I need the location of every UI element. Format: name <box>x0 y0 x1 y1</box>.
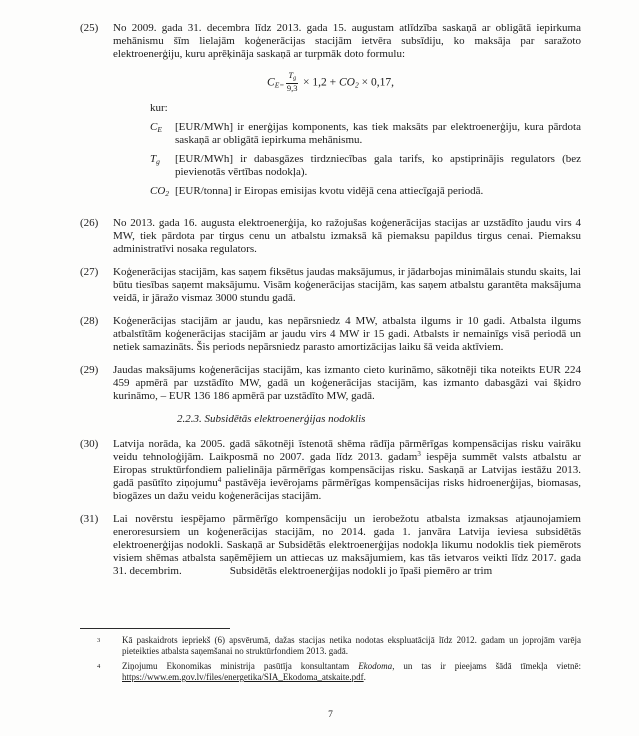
paragraph-number: (31) <box>80 513 99 526</box>
paragraph-text: Latvija norāda, ka 2005. gadā sākotnēji īstenotā shēma rādīja pārmērīgas kompensācijas risku vairāku veidu tehnoloģijām. Laikposmā no 2007. gada līdz 2013. gadam$^3$ iespēja summēt valsts atbalstu ar Eiropas struktūrfondiem palielināja pārmērīgas kompensācijas risku. Saskaņā ar Latvijas iestāžu 2013. gadā pasūtīto ziņojumu$^4$ pastāvēja ievērojams pārmērīgas kompensācijas risks hidroenerģijas, biomasas, biogāzes un dažu veidu koģenerācijas stacijām. <box>113 438 581 503</box>
paragraph-31 <box>80 513 581 578</box>
where-label: kur: <box>150 102 168 115</box>
paragraph-26 <box>80 217 581 256</box>
footnote-number: 3 <box>97 637 101 644</box>
section-title: Subsidētās elektroenerģijas nodoklis <box>204 413 366 426</box>
definition-tg <box>150 153 581 179</box>
paragraph-text: Lai novērstu iespējamo pārmērīgo kompensāciju un ierobežotu atbalsta izmaksas atjaunojamiem eneroresursiem un koģenerācijas stacijām, no 2014. gada 1. janvāra Latvija ieviesa subsidētās elektroenerģijas nodokli. Saskaņā ar Subsidētās elektroenerģijas nodokļa likumu nodoklis tiek piemērots visiem shēmas atbalsta saņēmējiem un attiecas uz maksājumiem, kas tās ietvaros veikti līdz 2017. gada 31. decembrim. Subsidētās elektroenerģijas nodokli jo īpaši piemēro ar trim <box>113 513 581 578</box>
paragraph-27 <box>80 266 581 305</box>
paragraph-25 <box>80 22 581 61</box>
definition-co2 <box>150 185 581 200</box>
footnote-separator <box>80 628 230 629</box>
paragraph-text: Koģenerācijas stacijām, kas saņem fiksētus jaudas maksājumus, ir jādarbojas minimālais stundu skaits, lai būtu tiesības saņemt maksājumu. Visām koģenerācijas stacijām, kas saņem atbalstu garantēta maksājuma veidā, ir jāražo vismaz 3000 stundu gadā. <box>113 266 581 305</box>
definition-ce <box>150 121 581 147</box>
report-link[interactable]: https://www.em.gov.lv/files/energetika/SIA_Ekodoma_atskaite.pdf <box>122 672 364 682</box>
paragraph-number: (27) <box>80 266 99 279</box>
fraction-numerator: $T_g$ <box>286 71 298 84</box>
formula-variable-ce: C <box>267 76 275 89</box>
formula-subscript: E= <box>274 80 285 90</box>
paragraph-number: (26) <box>80 217 99 230</box>
formula-operator: × 1,2 + <box>302 76 337 89</box>
definition-symbol: $T_g$ <box>150 153 160 167</box>
formula-variable-co2: CO <box>338 76 355 89</box>
paragraph-28 <box>80 315 581 354</box>
footnote-3 <box>80 635 581 657</box>
footnote-text: Kā paskaidrots iepriekš (6) apsvērumā, dažas stacijas netika nodotas ekspluatācijā līdz 2012. gadam un joprojām varēja pieteikties atbalsta saņemšanai no struktūrfondiem 2013. gadā. <box>122 635 581 656</box>
paragraph-29 <box>80 364 581 403</box>
paragraph-number: (25) <box>80 22 99 34</box>
consultant-name: Ekodoma <box>358 661 393 671</box>
footnotes-section <box>80 628 581 687</box>
footnote-reference-4: 4 <box>217 476 222 485</box>
paragraph-number: (28) <box>80 315 99 328</box>
definition-text: [EUR/MWh] ir dabasgāzes tirdzniecības gala tarifs, ko apstiprinājis regulators (bez pievienotās vērtības nodokļa). <box>175 153 581 179</box>
paragraph-text: Jaudas maksājums koģenerācijas stacijām, kas izmanto cieto kurināmo, sākotnēji tika noteikts EUR 224 459 apmērā par uzstādīto MW, gadā un koģenerācijas stacijām, kas izmanto dabasgāzi vai šķidro kurināmo, – EUR 136 186 apmērā par uzstādīto MW, gadā. <box>113 364 581 403</box>
formula-tail: × 0,17, <box>361 76 394 89</box>
paragraph-text: No 2013. gada 16. augusta elektroenerģija, ko ražojušas koģenerācijas stacijas ar uzstādīto jaudu virs 4 MW, tiek pārdota par tirgus cenu un atbalstu izmaksā kā piemaksu papildus tirgus cenai. Piemaksu administratīvi nosaka regulators. <box>113 217 581 256</box>
page-number: 7 <box>328 710 333 720</box>
section-number: 2.2.3. <box>177 413 202 426</box>
paragraph-number: (29) <box>80 364 99 377</box>
paragraph-number: (30) <box>80 438 99 451</box>
paragraph-text: Koģenerācijas stacijām ar jaudu, kas nepārsniedz 4 MW, atbalsta ilgums ir 10 gadi. Atbalsta ilgums atbalstītām koģenerācijas stacijām ar jaudu virs 4 MW ir 15 gadi. Atbalsts ir nemainīgs visā periodā un netiek samazināts. Šis periods nepārsniedz parasto amortizācijas laiku šā veida aktīviem. <box>113 315 581 354</box>
paragraph-30 <box>80 438 581 503</box>
definition-symbol: $C_E$ <box>150 121 162 135</box>
variable-definitions <box>80 121 581 200</box>
footnote-reference-3: 3 <box>417 450 421 459</box>
fraction-denominator: 9,3 <box>286 83 298 94</box>
footnote-text: Ziņojumu Ekonomikas ministrija pasūtīja konsultantam Ekodoma, un tas ir pieejams šādā tīmekļa vietnē: https://www.em.gov.lv/files/energetika/SIA_Ekodoma_atskaite.pdf. <box>122 661 581 682</box>
definition-text: [EUR/tonna] ir Eiropas emisijas kvotu vidējā cena attiecīgajā periodā. <box>175 185 484 198</box>
definition-text: [EUR/MWh] ir enerģijas komponents, kas tiek maksāts par elektroenerģiju, kura pārdota saskaņā ar obligātā iepirkuma mehānismu. <box>175 121 581 147</box>
section-heading <box>177 413 581 426</box>
paragraph-text: No 2009. gada 31. decembra līdz 2013. gada 15. augustam atlīdzība saskaņā ar obligātā iepirkuma mehānismu šīm lielajām koģenerācijas stacijām ietvēra subsīdiju, ko maksāja par saražoto elektroenerģiju, kuru aprēķināja saskaņā ar turpmāk doto formulu: <box>113 22 581 60</box>
footnote-4 <box>80 661 581 683</box>
definition-symbol: $CO_2$ <box>150 185 170 199</box>
footnote-number: 4 <box>97 663 101 670</box>
formula-fraction <box>286 71 298 94</box>
compensation-formula: $C_{E=}$ $\frac{T_g}{9,3}$ × $1,2 + CO_2 \times 0,17$, <box>267 70 394 94</box>
